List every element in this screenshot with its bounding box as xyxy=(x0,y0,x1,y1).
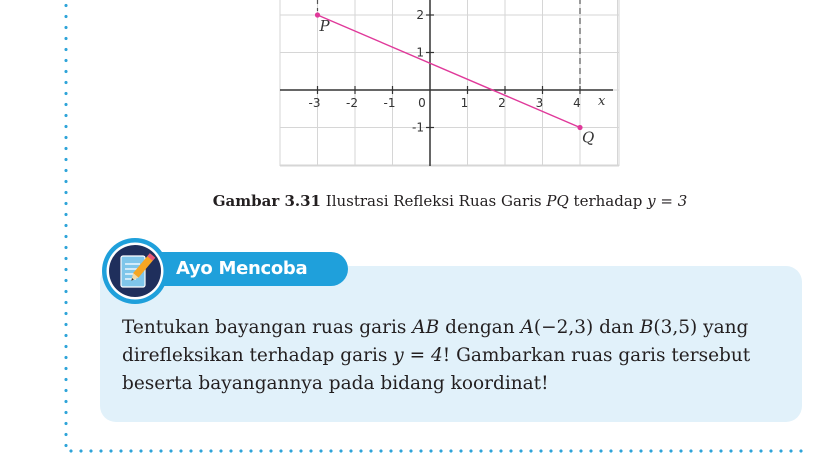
instruction-text: Tentukan bayangan ruas garis xyxy=(122,317,413,338)
point-a: A xyxy=(520,317,534,338)
point-b: B xyxy=(639,317,654,338)
x-tick-label: -3 xyxy=(308,96,321,110)
reflection-equation: y = 4 xyxy=(393,345,443,366)
segment-ab: AB xyxy=(412,317,440,338)
instruction-text: dengan xyxy=(439,317,521,338)
figure-caption xyxy=(0,192,830,210)
coordinate-graph xyxy=(0,0,830,190)
instruction-text: ! Gambarkan ruas garis tersebut beserta bayangannya pada bidang koordinat! xyxy=(122,345,751,394)
pencil-notepad-icon xyxy=(100,236,170,306)
point-b-coords: (3,5) xyxy=(653,317,698,338)
instruction-text: dan xyxy=(593,317,640,338)
activity-title: Ayo Mencoba xyxy=(176,258,308,279)
y-tick-label: -1 xyxy=(412,120,424,135)
x-tick-label: 4 xyxy=(573,96,581,110)
graph-axes xyxy=(280,0,613,166)
y-tick-label: 2 xyxy=(416,8,424,22)
x-axis-label: x xyxy=(598,94,606,109)
x-tick-label: 1 xyxy=(460,96,469,110)
caption-segment: PQ xyxy=(546,192,569,210)
x-tick-label: 2 xyxy=(498,96,506,110)
caption-text-1: Ilustrasi Refleksi Ruas Garis xyxy=(321,192,547,210)
x-tick-label: 0 xyxy=(418,96,426,110)
caption-text-2: terhadap xyxy=(568,192,648,210)
activity-instructions xyxy=(122,314,802,398)
point-p-label: P xyxy=(319,17,330,35)
x-tick-label: -1 xyxy=(383,96,396,110)
x-tick-label: -2 xyxy=(346,96,358,110)
segment-pq xyxy=(318,15,581,128)
y-tick-label: 1 xyxy=(416,45,424,60)
caption-equation: y = 3 xyxy=(647,192,688,210)
figure-number: Gambar 3.31 xyxy=(212,192,321,210)
dotted-border-bottom xyxy=(66,449,806,453)
x-tick-label: 3 xyxy=(535,96,544,110)
point-a-coords: (−2,3) xyxy=(533,317,594,338)
instruction-text: yang direfleksikan terhadap garis xyxy=(122,317,749,366)
graph-grid xyxy=(280,0,619,166)
point-q-label: Q xyxy=(582,128,595,147)
